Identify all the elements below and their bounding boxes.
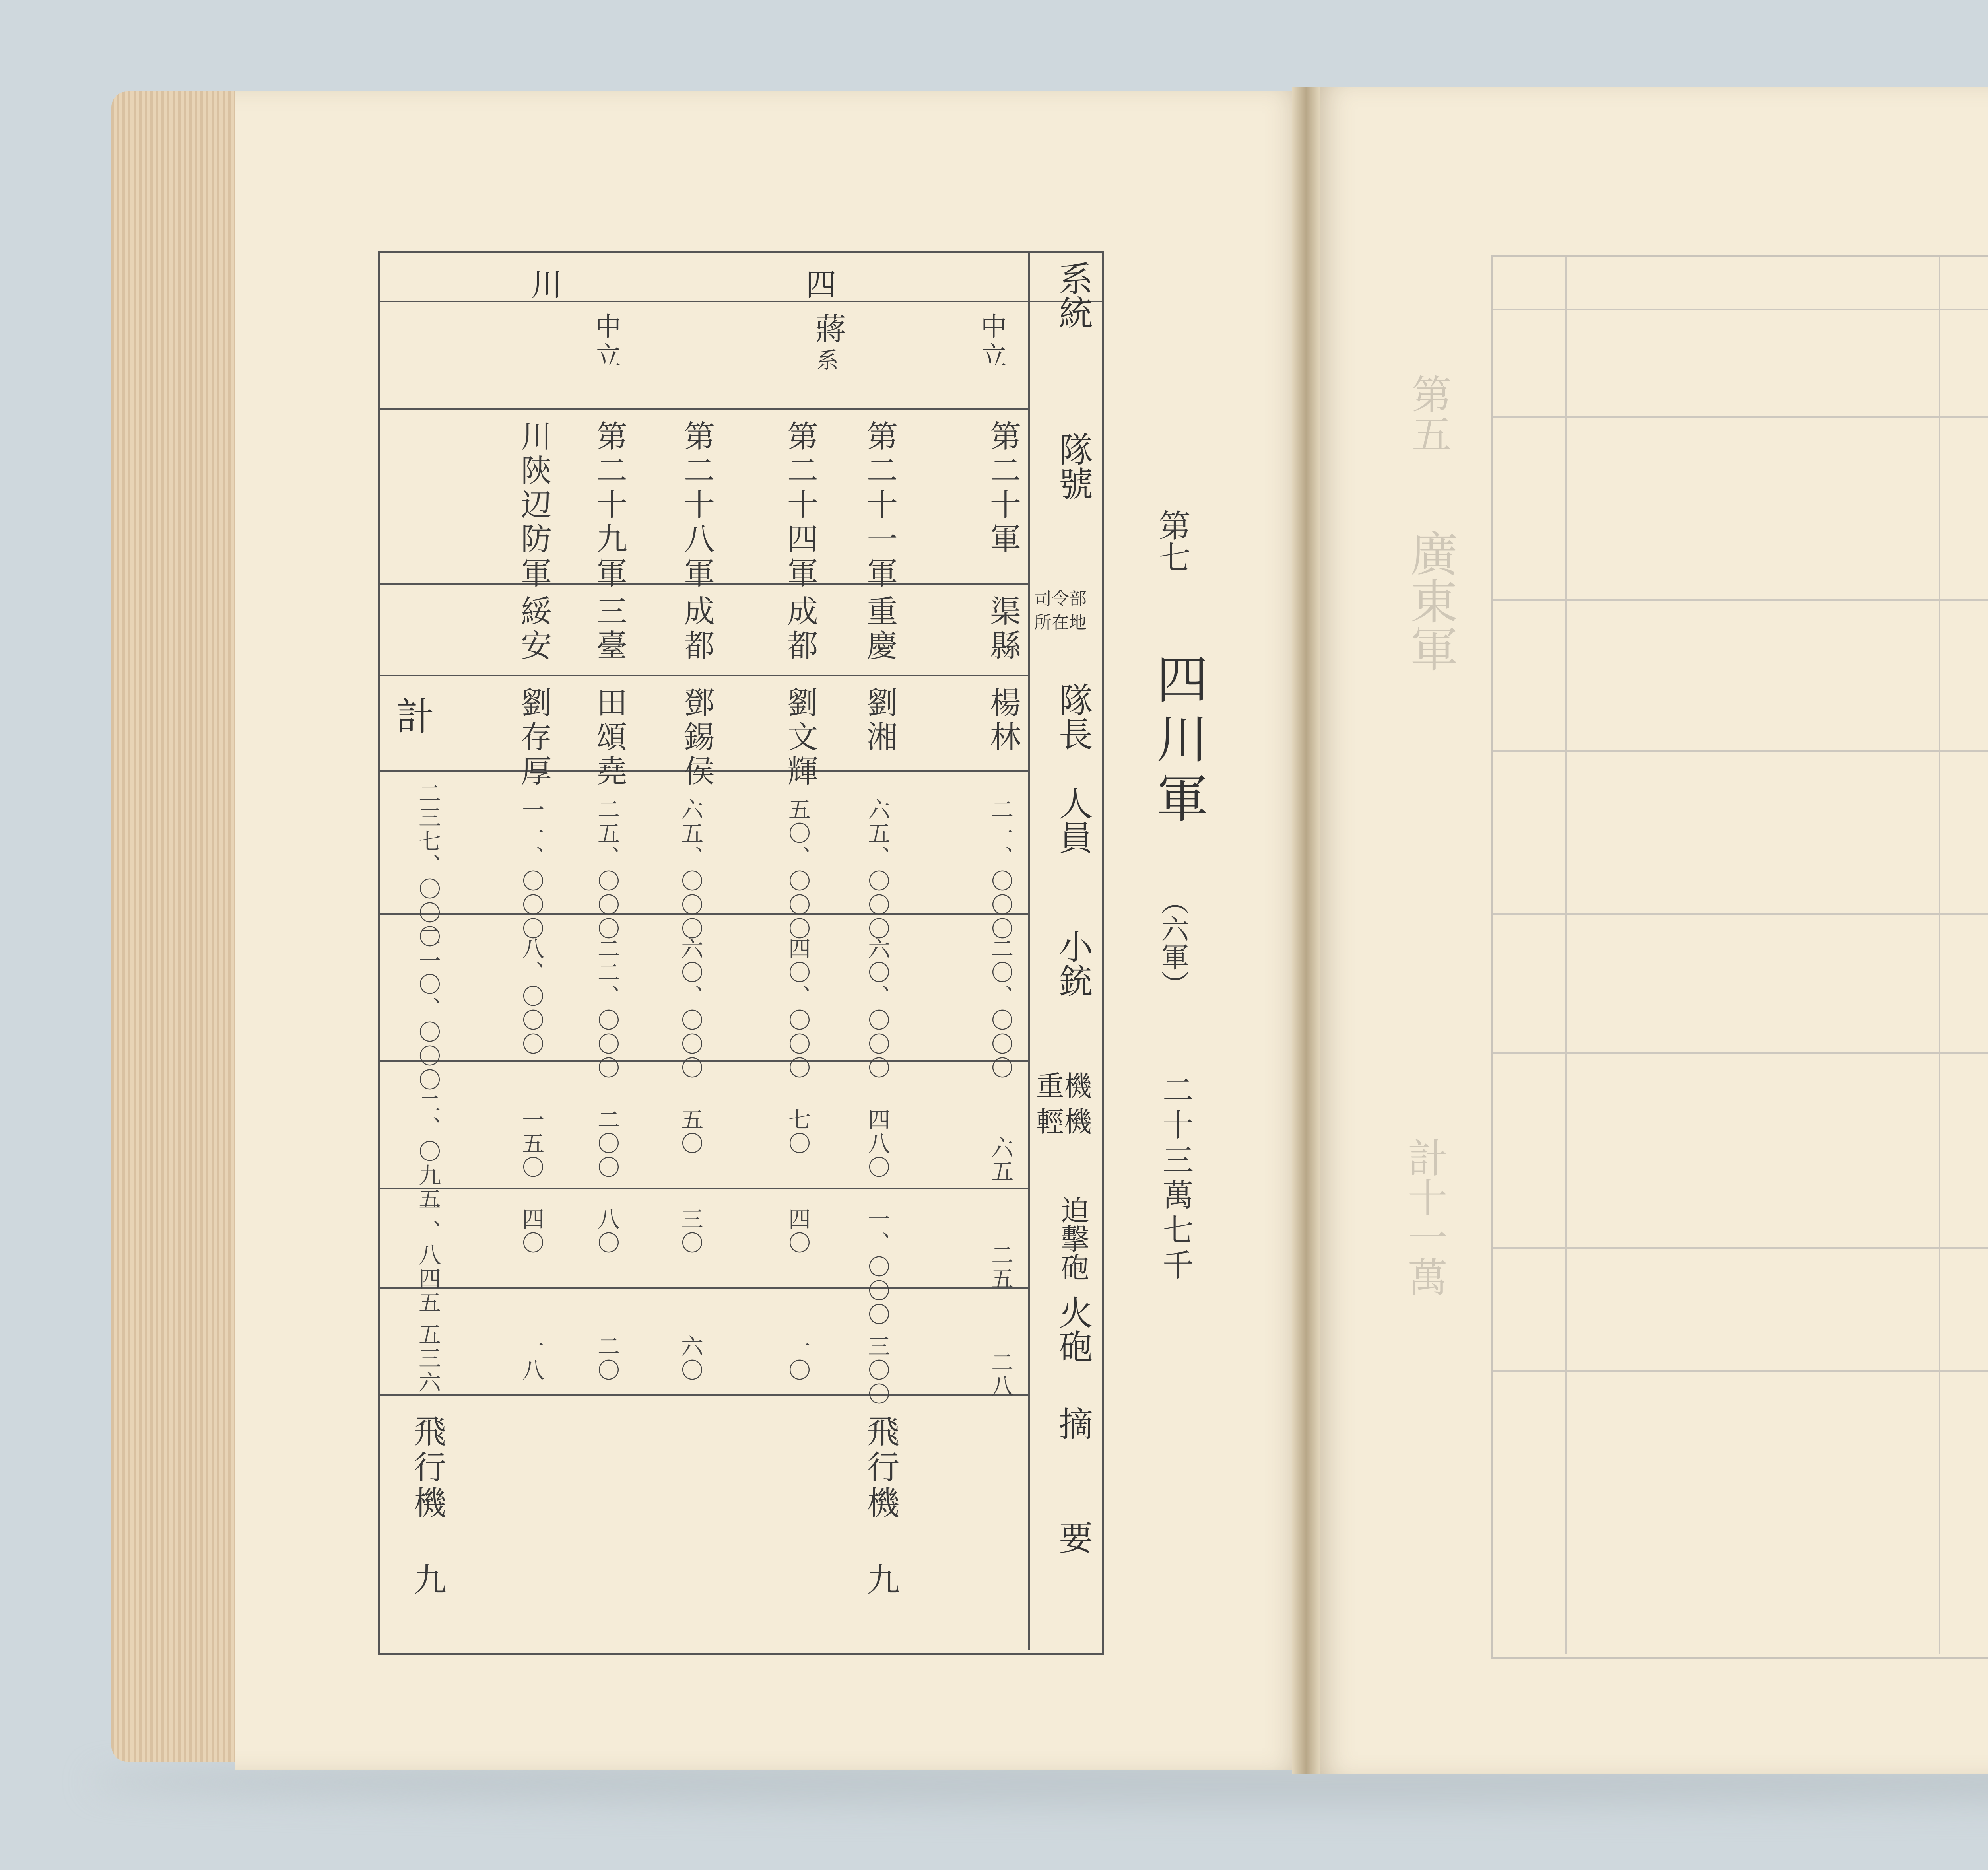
artillery-value: 二〇 <box>594 1335 620 1382</box>
group-header-char: 川 <box>531 267 563 303</box>
hq-location: 重慶 <box>862 595 897 663</box>
mortars-value: 三〇 <box>678 1207 703 1255</box>
army-number: 第七 <box>1153 509 1190 573</box>
unit-name: 第二十一軍 <box>862 420 897 591</box>
sichuan-army-table <box>378 251 1104 1655</box>
personnel-value: 六五、〇〇〇 <box>864 798 890 941</box>
mg-value: 六五 <box>988 1136 1013 1184</box>
mortars-value: 八〇 <box>594 1207 620 1255</box>
rifles-value: 二二、〇〇〇 <box>594 937 620 1080</box>
total-mg: 二、〇九五 <box>415 1092 441 1211</box>
army-count: （六軍） <box>1157 887 1189 998</box>
rifles-value: 四〇、〇〇〇 <box>785 937 811 1080</box>
label-unit: 隊號 <box>1053 432 1093 500</box>
right-page-title-a: 第五 <box>1405 374 1452 453</box>
personnel-value: 二一、〇〇〇 <box>988 798 1013 941</box>
left-page-edges <box>111 91 243 1762</box>
commander-name: 劉湘 <box>862 686 897 755</box>
artillery-value: 三〇〇 <box>864 1335 890 1406</box>
mortars-value: 四〇 <box>518 1207 544 1255</box>
mg-value: 一五〇 <box>518 1108 544 1180</box>
mg-value: 五〇 <box>678 1108 703 1156</box>
label-faction: 系統 <box>1053 261 1093 329</box>
personnel-value: 一一、〇〇〇 <box>518 798 544 941</box>
label-hq: 司令部所在地 <box>1034 589 1087 633</box>
label-personnel: 人員 <box>1053 786 1093 854</box>
hq-location: 成都 <box>679 595 714 663</box>
commander-name: 劉文輝 <box>782 686 818 789</box>
group-header-char: 四 <box>806 267 837 303</box>
personnel-value: 二五、〇〇〇 <box>594 798 620 941</box>
rifles-value: 六〇、〇〇〇 <box>864 937 890 1080</box>
remarks-aircraft: 飛行機 九 <box>862 1414 899 1598</box>
book-gutter <box>1292 87 1320 1774</box>
rifles-value: 六〇、〇〇〇 <box>678 937 703 1080</box>
personnel-value: 六五、〇〇〇 <box>678 798 703 941</box>
rifles-value: 八、〇〇〇 <box>518 937 544 1056</box>
unit-name: 川陝辺防軍 <box>516 420 551 591</box>
artillery-value: 一八 <box>518 1335 544 1382</box>
unit-name: 第二十九軍 <box>591 420 627 591</box>
artillery-value: 二八 <box>988 1351 1013 1398</box>
artillery-value: 一〇 <box>785 1335 811 1382</box>
army-total: 二十三萬七千 <box>1157 1074 1193 1284</box>
mortars-value: 四〇 <box>785 1207 811 1255</box>
label-rifles: 小銃 <box>1053 929 1093 997</box>
total-artillery: 五三六 <box>415 1323 441 1394</box>
label-commander: 隊長 <box>1053 682 1093 751</box>
commander-name: 劉存厚 <box>516 686 551 789</box>
unit-name: 第二十四軍 <box>782 420 818 591</box>
total-label: 計 <box>396 694 434 739</box>
total-personnel: 二三七、〇〇〇 <box>415 782 441 949</box>
label-remarks: 摘要 <box>1053 1406 1093 1634</box>
personnel-value: 五〇、〇〇〇 <box>785 798 811 941</box>
mortars-value: 一、〇〇〇 <box>864 1207 890 1327</box>
total-mortars: 一、八四五 <box>415 1195 441 1315</box>
right-page-faint-table <box>1491 255 1988 1659</box>
total-remarks: 飛行機 九 <box>408 1414 446 1598</box>
label-mortars: 迫擊砲 <box>1056 1195 1089 1281</box>
artillery-value: 六〇 <box>678 1335 703 1382</box>
commander-name: 楊林 <box>985 686 1021 755</box>
label-artillery: 火砲 <box>1053 1295 1093 1363</box>
mg-value: 七〇 <box>785 1108 811 1156</box>
rifles-value: 二〇、〇〇〇 <box>988 937 1013 1080</box>
faction-jiang: 蔣 <box>810 313 846 347</box>
mg-value: 二〇〇 <box>594 1108 620 1180</box>
right-page-title-b: 廣東軍 <box>1402 529 1458 672</box>
faction-zhongli: 中立 <box>590 313 621 371</box>
hq-location: 成都 <box>782 595 818 663</box>
hq-location: 綏安 <box>516 595 551 663</box>
right-page-title-c: 計十一萬 <box>1401 1137 1448 1297</box>
label-machine-guns: 重機輕機 <box>1036 1070 1092 1138</box>
unit-name: 第二十軍 <box>985 420 1021 557</box>
mortars-value: 二五 <box>988 1243 1013 1291</box>
commander-name: 田頌堯 <box>591 686 627 789</box>
total-rifles: 二一〇、〇〇〇 <box>415 925 441 1092</box>
unit-name: 第二十八軍 <box>679 420 714 591</box>
mg-value: 四八〇 <box>864 1108 890 1180</box>
hq-location: 渠縣 <box>985 595 1021 663</box>
hq-location: 三臺 <box>591 595 627 663</box>
army-name: 四川軍 <box>1148 652 1208 831</box>
commander-name: 鄧錫侯 <box>679 686 714 789</box>
faction-zhongli: 中立 <box>976 313 1007 371</box>
faction-jiang-suffix: 系 <box>813 348 839 374</box>
